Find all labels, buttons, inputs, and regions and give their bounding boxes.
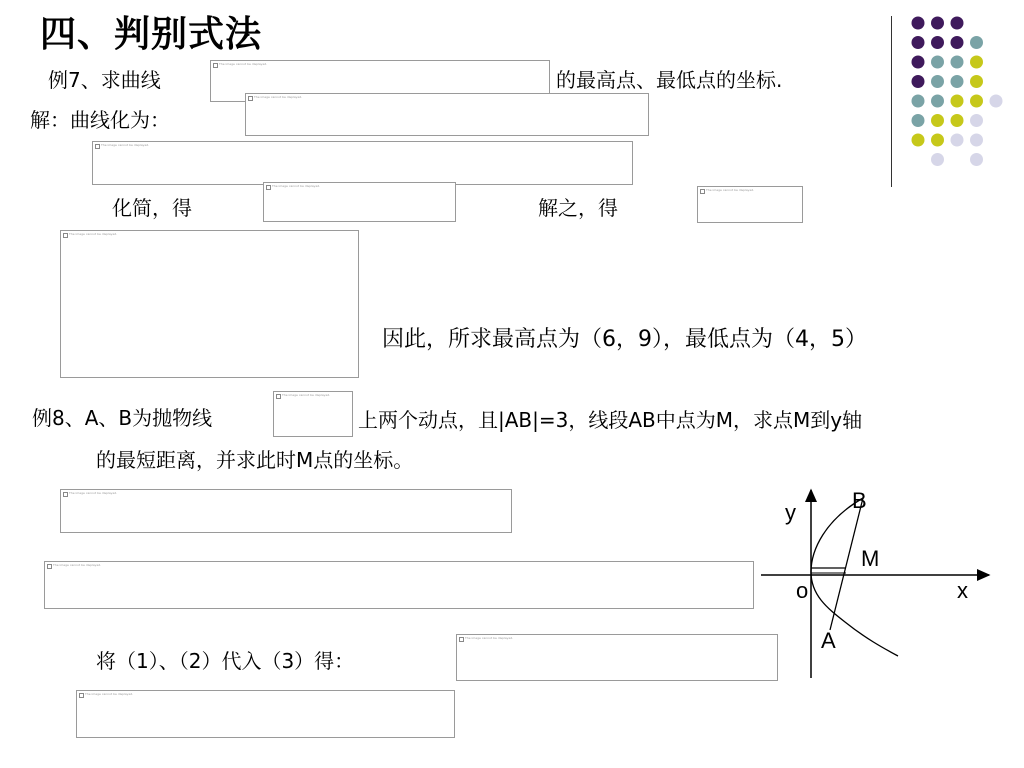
decorative-dot (970, 114, 983, 127)
decorative-dot (970, 36, 983, 49)
image-placeholder-text: The image cannot be displayed. (282, 393, 331, 397)
example8-line1: 上两个动点，且|AB|=3，线段AB中点为M，求点M到y轴 (358, 408, 863, 432)
image-placeholder-text: The image cannot be displayed. (272, 184, 321, 188)
decorative-dot (912, 56, 925, 69)
decorative-divider (891, 16, 892, 187)
image-placeholder-text: The image cannot be displayed. (53, 563, 102, 567)
point-a-label: A (821, 628, 836, 653)
decorative-dot (931, 153, 944, 166)
decorative-dot (951, 75, 964, 88)
decorative-dot (912, 75, 925, 88)
formula-image-cases (60, 230, 359, 378)
formula-image-solution (697, 186, 803, 223)
image-placeholder-text: The image cannot be displayed. (69, 232, 118, 236)
decorative-dot (951, 17, 964, 30)
decorative-dot (912, 95, 925, 108)
origin-label: o (796, 578, 809, 603)
decorative-dot (951, 36, 964, 49)
decorative-dot (951, 95, 964, 108)
decorative-dot (970, 75, 983, 88)
decorative-dot (970, 134, 983, 147)
substitute-label: 将（1）、（2）代入（3）得： (96, 649, 355, 673)
image-placeholder-text: The image cannot be displayed. (85, 692, 134, 696)
formula-image-result (76, 690, 455, 738)
decorative-dot-grid (900, 10, 1020, 170)
example8-prefix: 例8、A、B为抛物线 (32, 406, 213, 430)
formula-image-rewrite (245, 93, 649, 136)
parabola-diagram (755, 480, 1000, 680)
decorative-dot (912, 17, 925, 30)
decorative-dot (951, 134, 964, 147)
decorative-dot (951, 56, 964, 69)
image-placeholder-text: The image cannot be displayed. (254, 95, 303, 99)
decorative-dot (970, 95, 983, 108)
solve-label: 解之，得 (538, 196, 618, 220)
decorative-dot (970, 56, 983, 69)
y-axis-label: y (785, 500, 796, 525)
point-m-label: M (861, 546, 880, 571)
x-axis-label: x (957, 578, 968, 603)
slide-title: 四、判别式法 (40, 13, 263, 55)
decorative-dot (912, 114, 925, 127)
conclusion-text: 因此，所求最高点为（6，9），最低点为（4，5） (382, 327, 867, 352)
example8-line2: 的最短距离，并求此时M点的坐标。 (96, 448, 414, 472)
decorative-dot (931, 95, 944, 108)
image-placeholder-text: The image cannot be displayed. (101, 143, 150, 147)
decorative-dot (931, 56, 944, 69)
point-b-label: B (852, 488, 867, 513)
example7-prefix: 例7、求曲线 (48, 68, 161, 92)
formula-image-substituted (456, 634, 778, 681)
formula-image-setup (60, 489, 512, 533)
simplify-label: 化简，得 (112, 196, 192, 220)
decorative-dot (931, 134, 944, 147)
decorative-dot (912, 36, 925, 49)
image-placeholder-text: The image cannot be displayed. (465, 636, 514, 640)
decorative-dot (970, 153, 983, 166)
formula-image-simplified (263, 182, 456, 222)
formula-image-equations (44, 561, 754, 609)
decorative-dot (912, 134, 925, 147)
decorative-dot (931, 114, 944, 127)
decorative-dot (931, 17, 944, 30)
decorative-dot (951, 114, 964, 127)
image-placeholder-text: The image cannot be displayed. (706, 188, 755, 192)
formula-image-parabola (273, 391, 353, 437)
solution-label: 解：曲线化为： (30, 108, 170, 132)
decorative-dot (931, 36, 944, 49)
image-placeholder-text: The image cannot be displayed. (219, 62, 268, 66)
image-placeholder-text: The image cannot be displayed. (69, 491, 118, 495)
example7-suffix: 的最高点、最低点的坐标. (556, 68, 783, 92)
formula-image-discriminant (92, 141, 633, 185)
chord-ab (830, 498, 863, 630)
decorative-dot (990, 95, 1003, 108)
decorative-dot (931, 75, 944, 88)
